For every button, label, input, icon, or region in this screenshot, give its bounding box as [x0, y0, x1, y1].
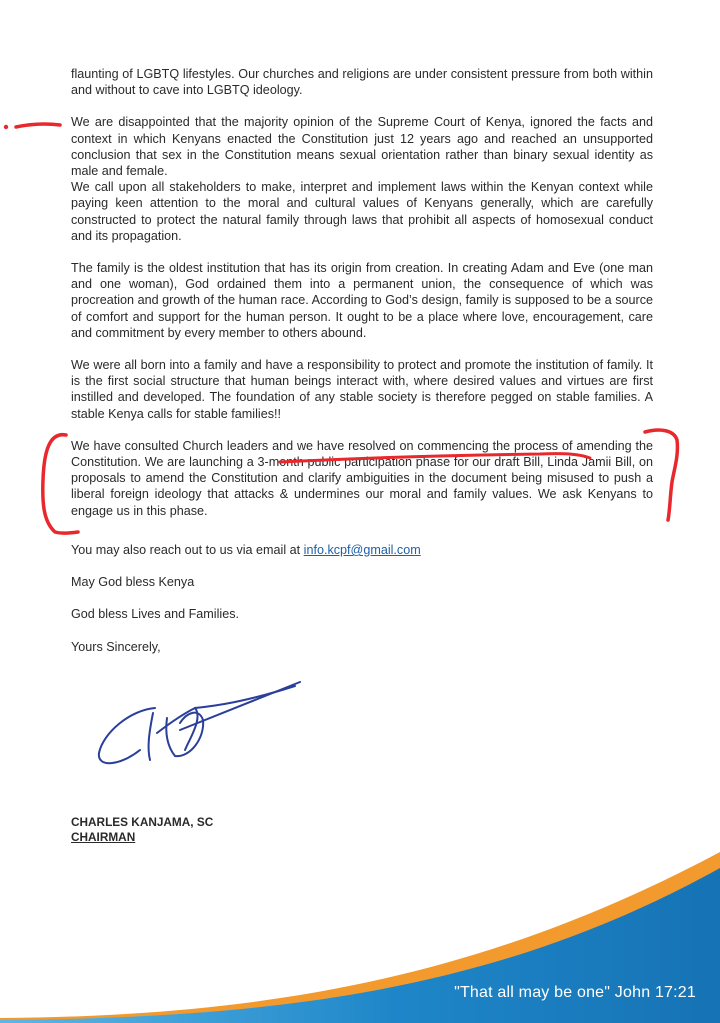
closing-salutation: Yours Sincerely, — [71, 640, 161, 654]
red-dash-mark — [16, 124, 60, 127]
red-underline — [280, 454, 590, 462]
paragraph-family-responsibility: We were all born into a family and have a responsibility to protect and promote the institution of family. It is the first social structure that human beings interact with, where desired values and virtues are first instilled and developed. The foundation of any stable society is therefore pegged on stable families. A stable Kenya calls for stable families!! — [71, 358, 653, 421]
blessing-families: God bless Lives and Families. — [71, 607, 239, 621]
paragraph-stakeholders: We call upon all stakeholders to make, interpret and implement laws within the Kenyan context while paying keen attention to the moral and cultural values of Kenyans generally, which are carefully constructed to protect the natural family through laws that prohibit all aspects of homosexual conduct and its propagation. — [71, 180, 653, 243]
red-left-bracket — [43, 435, 78, 533]
email-link[interactable]: info.kcpf@gmail.com — [303, 543, 421, 557]
red-dot-mark — [4, 125, 8, 129]
paragraph-family-origin: The family is the oldest institution that has its origin from creation. In creating Adam and Eve (one man and one woman), God ordained them into a permanent union, the consequence of which was procreation and growth of the human race. According to God’s design, family is supposed to be a source of comfort and support for the human person. It ought to be a place where love, encouragement, care and commitment by every member to others abound. — [71, 261, 653, 340]
footer-motto: "That all may be one" John 17:21 — [454, 984, 696, 1001]
red-right-bracket — [645, 430, 677, 520]
paragraph-lgbtq-pressure: flaunting of LGBTQ lifestyles. Our churches and religions are under consistent pressure from both within and without to cave into LGBTQ ideology. — [71, 67, 653, 98]
contact-prefix: You may also reach out to us via email at — [71, 543, 301, 557]
signatory-title: CHAIRMAN — [71, 830, 136, 844]
signatory-name: CHARLES KANJAMA, SC — [71, 815, 214, 829]
paragraph-supreme-court: We are disappointed that the majority opinion of the Supreme Court of Kenya, ignored the facts and context in which Kenyans enacted the Constitution just 12 years ago and reached an unsupported conclusion that sex in the Constitution means sexual orientation rather than binary sexual identity as male and female. — [71, 115, 653, 179]
handwritten-signature — [95, 678, 310, 778]
paragraph-constitution-amendment: We have consulted Church leaders and we have resolved on commencing the process of amending the Constitution. We are launching a 3-month public participation phase for our draft Bill, Linda Jamii Bill, on proposals to amend the Constitution and clarify ambiguities in the document being misused to push a liberal foreign ideology that attacks & undermines our moral and family values. We ask Kenyans to engage us in this phase. — [71, 438, 653, 518]
blessing-kenya: May God bless Kenya — [71, 575, 195, 589]
